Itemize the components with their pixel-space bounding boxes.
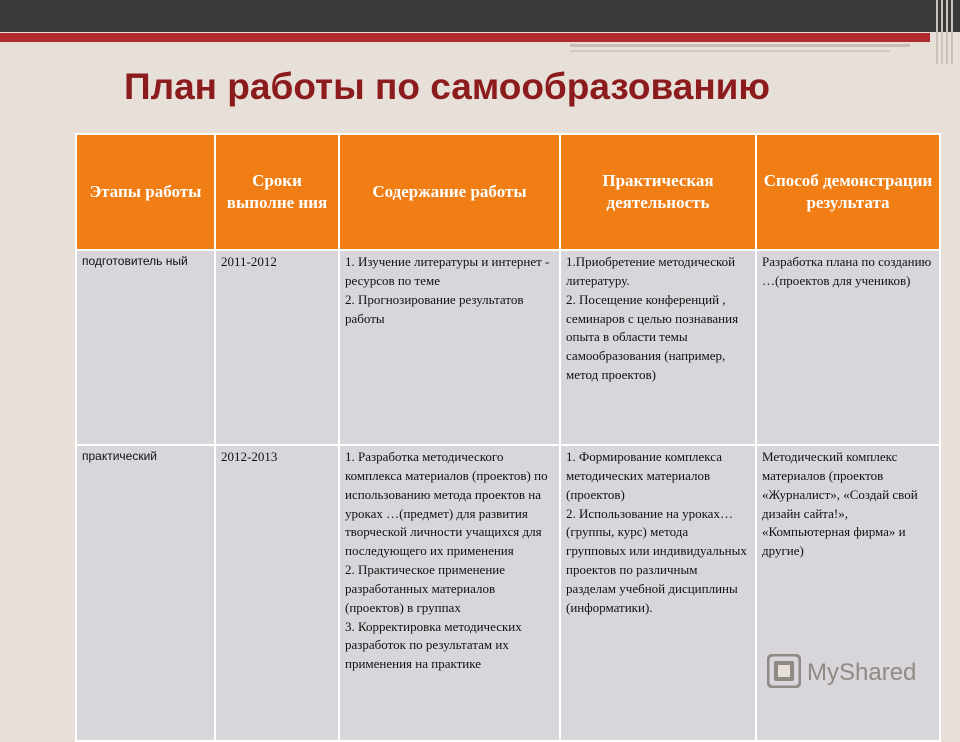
cell-content [339,250,560,445]
decor-line [570,44,910,47]
content-item: 2. Прогнозирование результатов работы [345,291,524,326]
cell-period: 2011-2012 [215,250,339,445]
content-item: 3. Корректировка методических разработок по результатам их применения на практике [345,618,522,672]
content-item: 1. Разработка методического комплекса материалов (проектов) по использованию метода проектов на уроках …(предмет) для развития творческой личности учащихся для последующего их применения [345,449,548,559]
table-row [76,445,940,741]
cell-stage: подготовитель ный [76,250,215,445]
decor-vertical-lines [936,0,954,64]
decor-line [570,50,890,52]
cell-demo: Разработка плана по созданию …(проектов для учеников) [756,250,940,445]
cell-practice [560,250,756,445]
content-item: 1. Изучение литературы и интернет - ресурсов по теме [345,254,550,288]
cell-stage: практический [76,445,215,741]
self-education-plan-table [75,133,941,742]
cell-practice [560,445,756,741]
cell-content [339,445,560,741]
myshared-logo-icon [767,654,801,692]
accent-red-bar [0,33,930,42]
top-dark-bar [0,0,960,32]
content-item: 2. Практическое применение разработанных материалов (проектов) в группах [345,562,505,615]
watermark-text: MyShared [807,659,917,686]
header-period: Сроки выполне ния [215,134,339,250]
header-demonstration: Способ демонстрации результата [756,134,940,250]
header-row [76,134,940,250]
myshared-watermark [767,654,916,692]
cell-demo: Методический комплекс материалов (проектов «Журналист», «Создай свой дизайн сайта!», «Компьютерная фирма» и другие) [756,445,940,741]
header-practice: Практическая деятельность [560,134,756,250]
header-stages: Этапы работы [76,134,215,250]
practice-item: 2. Посещение конференций , семинаров с целью познавания опыта в области темы самообразования (например, метод проектов) [566,291,739,383]
table-row [76,250,940,445]
practice-item: 1. Формирование комплекса методических материалов (проектов) [566,449,722,502]
practice-item: 1.Приобретение методической литературу. [566,254,736,288]
practice-item: 2. Использование на уроках… (группы, курс) метода групповых или индивидуальных проектов по различным разделам учебной дисциплины (информатики). [566,505,747,615]
header-content: Содержание работы [339,134,560,250]
slide-title: План работы по самообразованию [124,66,771,107]
cell-period: 2012-2013 [215,445,339,741]
